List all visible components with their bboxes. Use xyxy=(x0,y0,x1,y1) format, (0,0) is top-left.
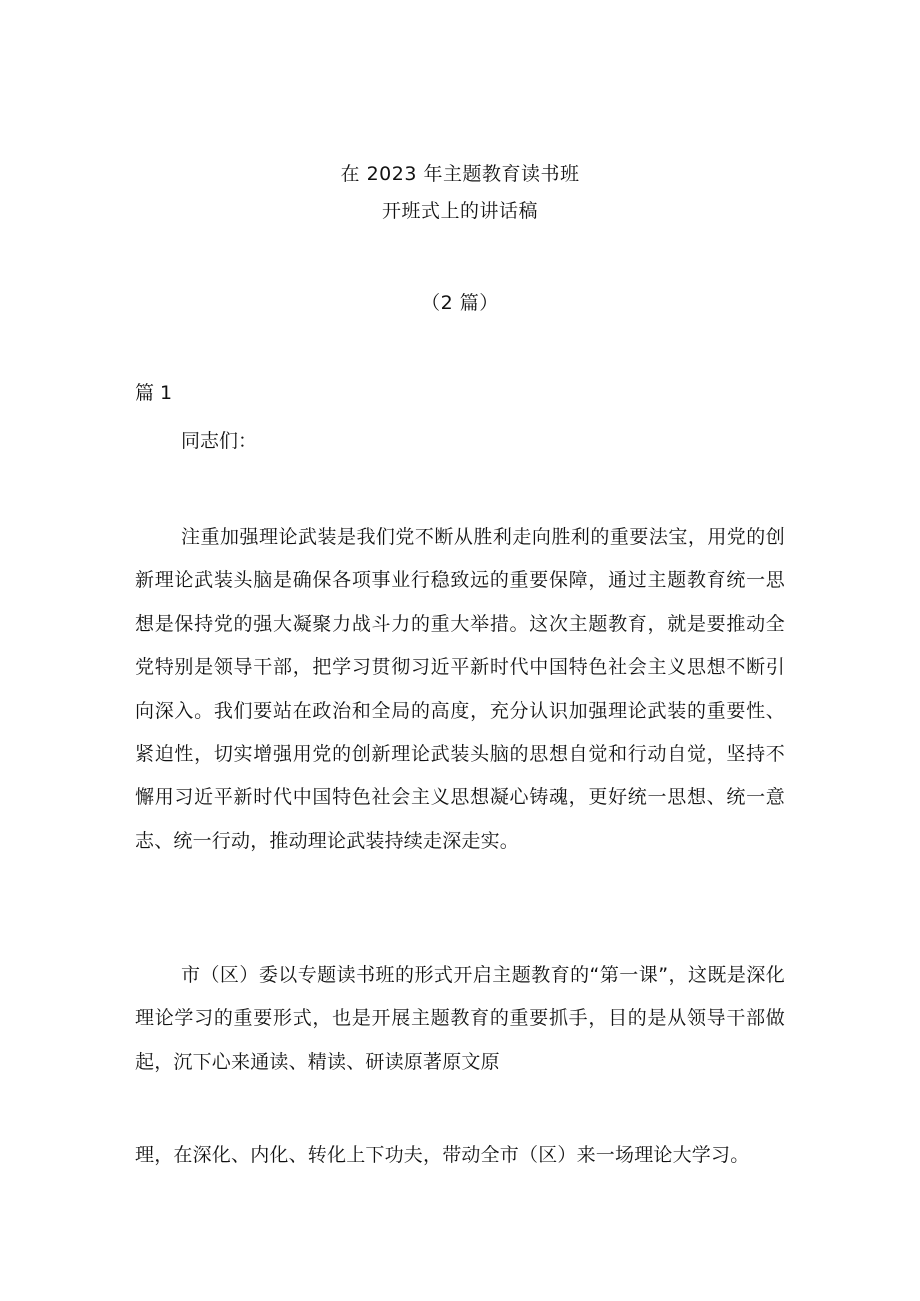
greeting: 同志们： xyxy=(181,430,258,452)
body-paragraph-3: 理，在深化、内化、转化上下功夫，带动全市（区）来一场理论大学习。 xyxy=(135,1144,750,1166)
document-title-line2: 开班式上的讲话稿 xyxy=(381,200,538,222)
body-paragraph-2: 市（区）委以专题读书班的形式开启主题教育的“第一课”，这既是深化理论学习的重要形式，也是开展主题教育的重要抓手，目的是从领导干部做起，沉下心来通读、精读、研读原著原文原 xyxy=(135,964,785,1073)
body-paragraph-1: 注重加强理论武装是我们党不断从胜利走向胜利的重要法宝，用党的创新理论武装头脑是确保各项事业行稳致远的重要保障，通过主题教育统一思想是保持党的强大凝聚力战斗力的重大举措。这次主题教育，就是要推动全党特别是领导干部，把学习贯彻习近平新时代中国特色社会主义思想不断引向深入。我们要站在政治和全局的高度，充分认识加强理论武装的重要性、紧迫性，切实增强用党的创新理论武装头脑的思想自觉和行动自觉，坚持不懈用习近平新时代中国特色社会主义思想凝心铸魂，更好统一思想、统一意志、统一行动，推动理论武装持续走深走实。 xyxy=(135,526,785,852)
document-title-line1: 在 2023 年主题教育读书班 xyxy=(340,163,580,185)
document-count-note: （2 篇） xyxy=(421,292,499,314)
section-label: 篇 1 xyxy=(135,382,173,404)
